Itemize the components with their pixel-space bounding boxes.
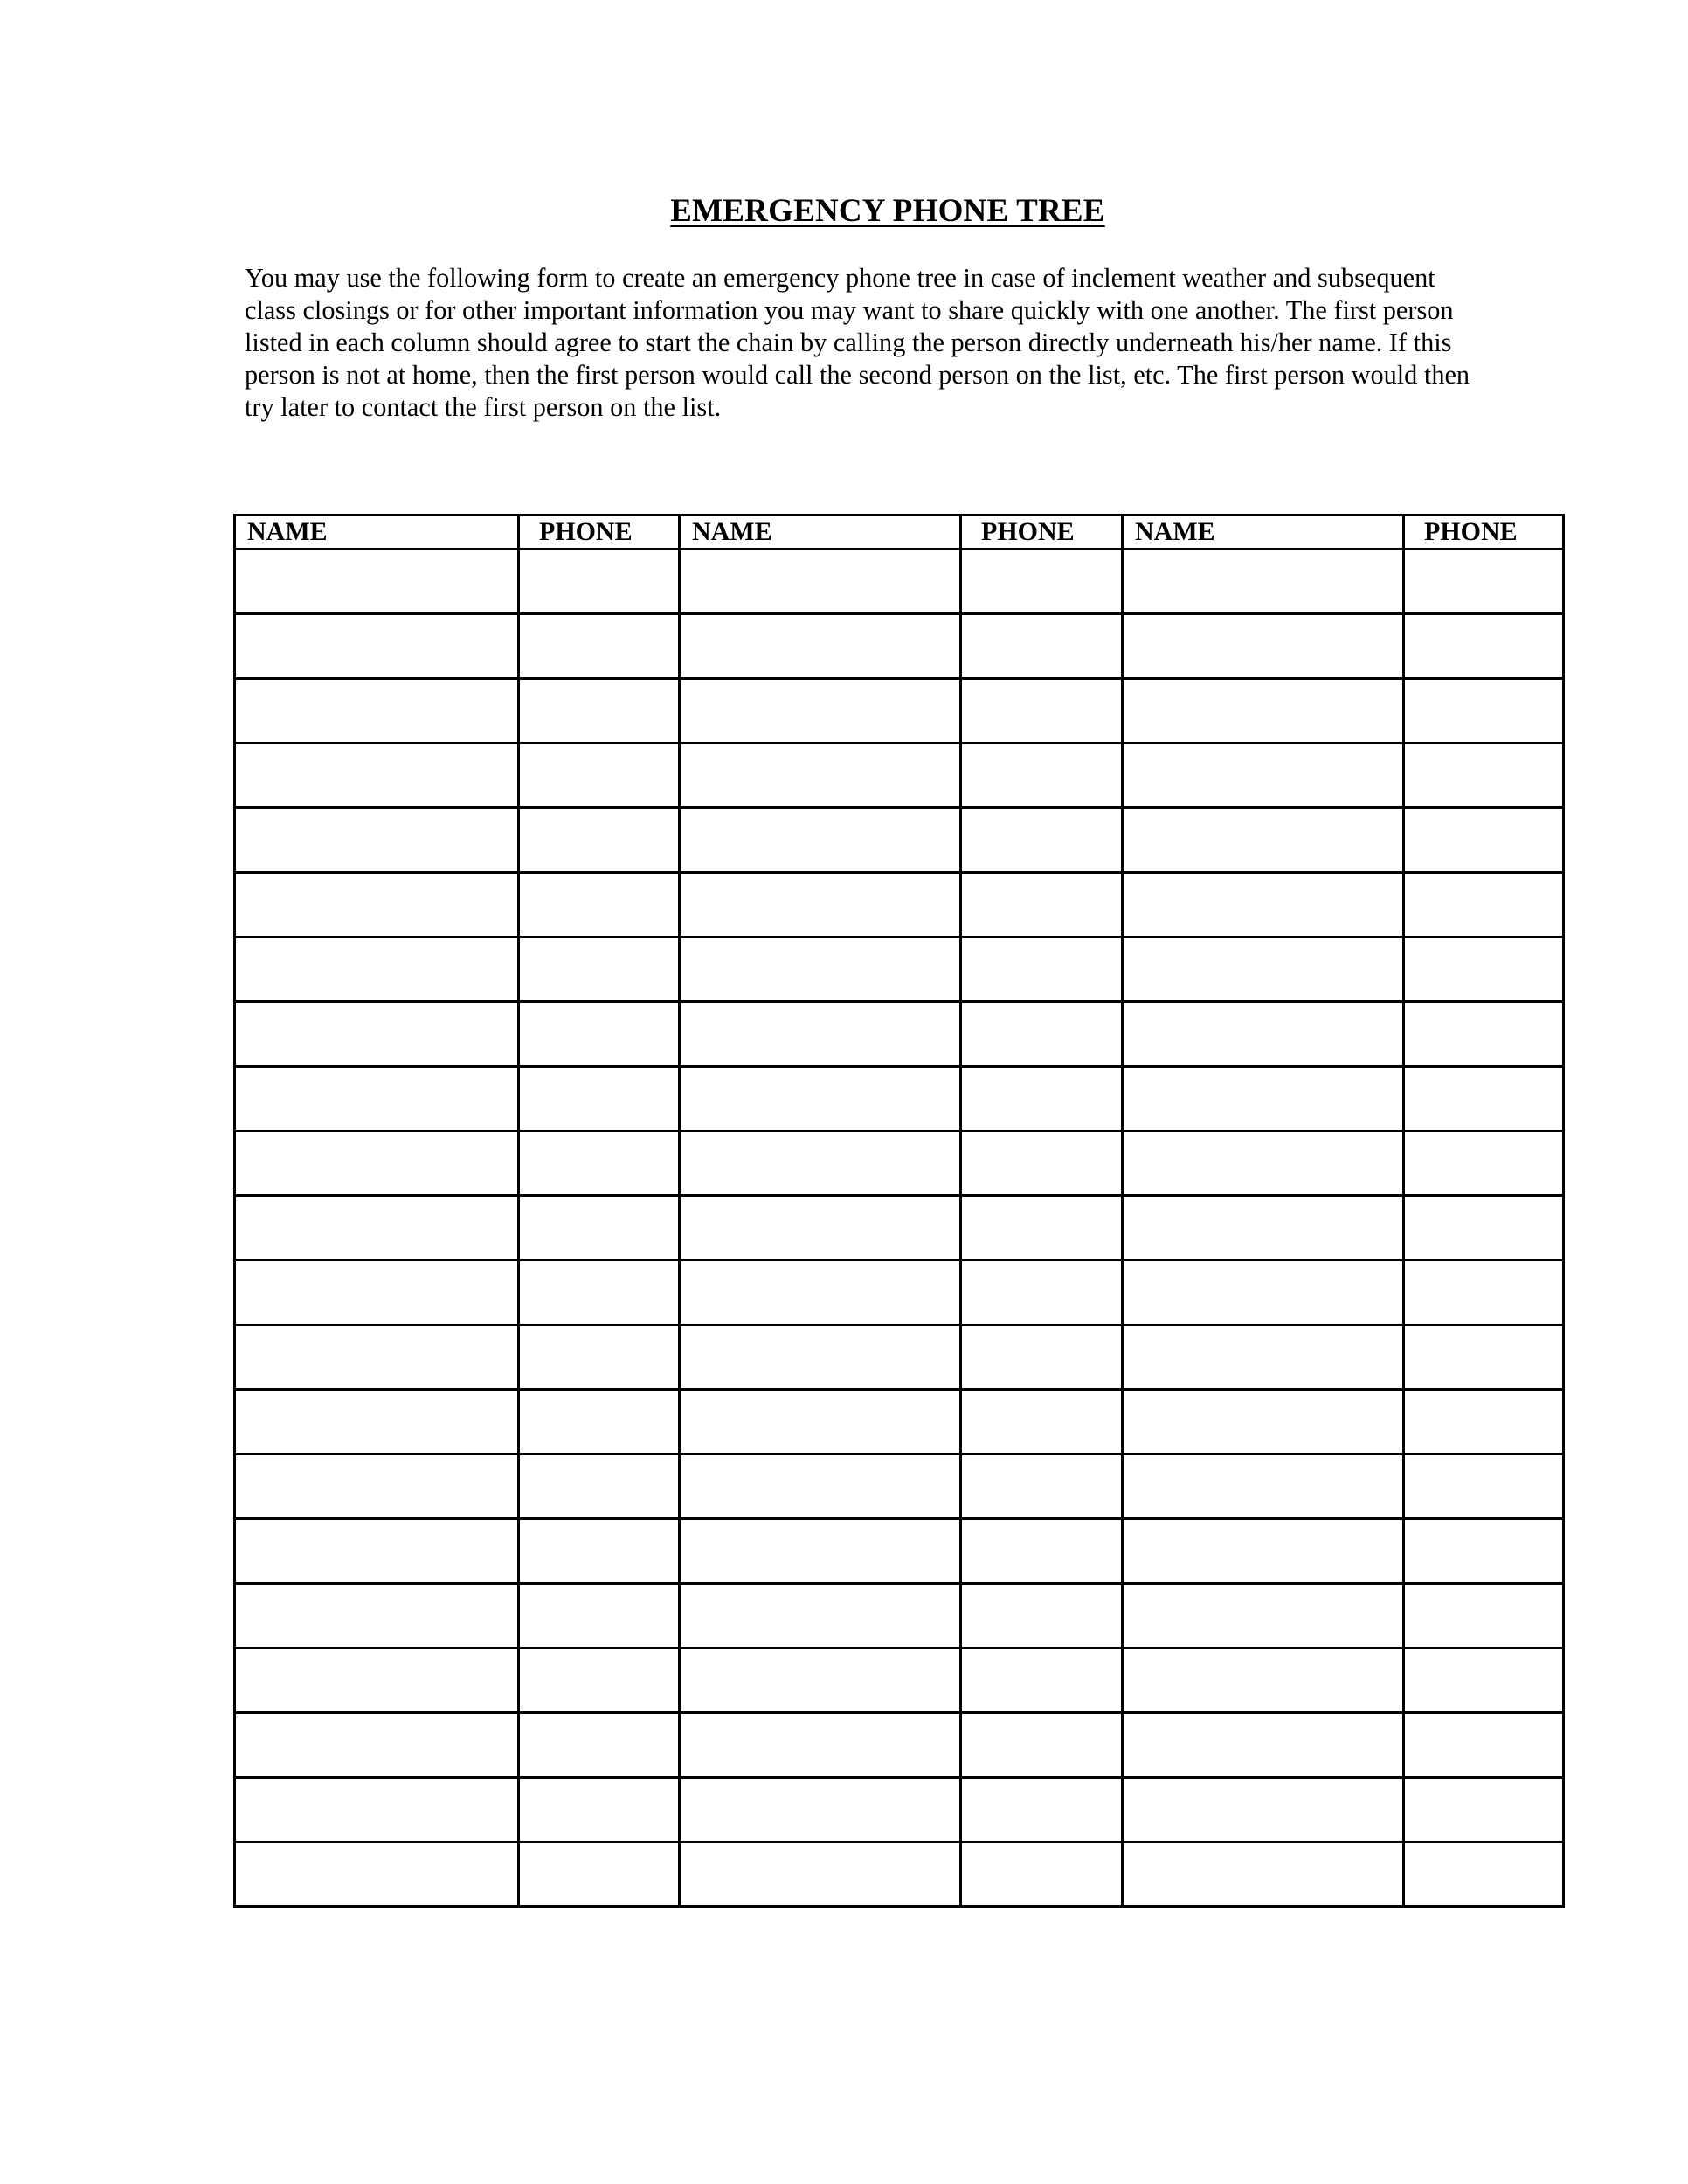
- name-cell[interactable]: [1123, 1584, 1404, 1648]
- name-cell[interactable]: [235, 1584, 519, 1648]
- phone-cell[interactable]: [519, 1519, 680, 1584]
- table-row: [235, 1002, 1564, 1067]
- phone-cell[interactable]: [519, 808, 680, 873]
- phone-cell[interactable]: [519, 1067, 680, 1131]
- name-cell[interactable]: [680, 1778, 961, 1842]
- table-row: [235, 937, 1564, 1002]
- phone-cell[interactable]: [1404, 614, 1564, 679]
- name-cell[interactable]: [1123, 743, 1404, 808]
- phone-cell[interactable]: [1404, 1584, 1564, 1648]
- name-cell[interactable]: [1123, 808, 1404, 873]
- name-cell[interactable]: [235, 1713, 519, 1778]
- phone-cell[interactable]: [1404, 873, 1564, 937]
- name-cell[interactable]: [235, 679, 519, 743]
- phone-tree-table: [233, 514, 1565, 1908]
- phone-cell[interactable]: [1404, 549, 1564, 614]
- name-cell[interactable]: [235, 1455, 519, 1519]
- name-cell[interactable]: [680, 679, 961, 743]
- phone-cell[interactable]: [961, 1261, 1123, 1325]
- name-cell[interactable]: [1123, 1131, 1404, 1196]
- page-title: EMERGENCY PHONE TREE: [670, 193, 1105, 229]
- name-cell[interactable]: [235, 1648, 519, 1713]
- phone-cell[interactable]: [1404, 1519, 1564, 1584]
- phone-cell[interactable]: [961, 1455, 1123, 1519]
- phone-cell[interactable]: [519, 1196, 680, 1261]
- name-cell[interactable]: [235, 1067, 519, 1131]
- phone-cell[interactable]: [519, 937, 680, 1002]
- name-cell[interactable]: [235, 1325, 519, 1390]
- column-header-phone: PHONE: [1404, 515, 1564, 549]
- phone-cell[interactable]: [519, 1778, 680, 1842]
- table-row: [235, 1519, 1564, 1584]
- name-cell[interactable]: [680, 1584, 961, 1648]
- phone-cell[interactable]: [1404, 808, 1564, 873]
- name-cell[interactable]: [235, 743, 519, 808]
- name-cell[interactable]: [680, 1261, 961, 1325]
- name-cell[interactable]: [1123, 679, 1404, 743]
- phone-cell[interactable]: [961, 1519, 1123, 1584]
- name-cell[interactable]: [235, 1261, 519, 1325]
- phone-cell[interactable]: [961, 937, 1123, 1002]
- column-header-phone: PHONE: [961, 515, 1123, 549]
- table-row: [235, 1648, 1564, 1713]
- phone-cell[interactable]: [961, 808, 1123, 873]
- name-cell[interactable]: [1123, 1067, 1404, 1131]
- header-row: [235, 515, 1564, 549]
- name-cell[interactable]: [1123, 549, 1404, 614]
- name-cell[interactable]: [680, 1067, 961, 1131]
- name-cell[interactable]: [1123, 1261, 1404, 1325]
- name-cell[interactable]: [680, 1196, 961, 1261]
- table-row: [235, 1390, 1564, 1455]
- column-header-name: NAME: [235, 515, 519, 549]
- phone-cell[interactable]: [519, 1325, 680, 1390]
- phone-cell[interactable]: [519, 549, 680, 614]
- intro-line: person is not at home, then the first person would call the second person on the list, etc. The first person would then: [245, 360, 1470, 390]
- phone-cell[interactable]: [519, 1131, 680, 1196]
- phone-cell[interactable]: [1404, 937, 1564, 1002]
- name-cell[interactable]: [1123, 1648, 1404, 1713]
- name-cell[interactable]: [1123, 1713, 1404, 1778]
- name-cell[interactable]: [680, 873, 961, 937]
- name-cell[interactable]: [235, 1002, 519, 1067]
- name-cell[interactable]: [235, 614, 519, 679]
- name-cell[interactable]: [680, 1390, 961, 1455]
- phone-cell[interactable]: [961, 1131, 1123, 1196]
- phone-cell[interactable]: [519, 1713, 680, 1778]
- name-cell[interactable]: [680, 743, 961, 808]
- table-row: [235, 679, 1564, 743]
- name-cell[interactable]: [235, 549, 519, 614]
- phone-cell[interactable]: [961, 614, 1123, 679]
- name-cell[interactable]: [680, 1648, 961, 1713]
- name-cell[interactable]: [235, 1519, 519, 1584]
- phone-cell[interactable]: [1404, 1455, 1564, 1519]
- phone-cell[interactable]: [961, 1778, 1123, 1842]
- phone-cell[interactable]: [961, 1067, 1123, 1131]
- name-cell[interactable]: [1123, 937, 1404, 1002]
- table-row: [235, 1131, 1564, 1196]
- phone-cell[interactable]: [961, 1390, 1123, 1455]
- intro-line: try later to contact the first person on the list.: [245, 392, 722, 422]
- table-row: [235, 1778, 1564, 1842]
- phone-cell[interactable]: [1404, 1390, 1564, 1455]
- phone-cell[interactable]: [961, 549, 1123, 614]
- phone-cell[interactable]: [961, 873, 1123, 937]
- phone-cell[interactable]: [519, 1455, 680, 1519]
- table-row: [235, 1067, 1564, 1131]
- name-cell[interactable]: [1123, 1390, 1404, 1455]
- phone-cell[interactable]: [519, 614, 680, 679]
- phone-cell[interactable]: [1404, 1648, 1564, 1713]
- table-row: [235, 1842, 1564, 1907]
- name-cell[interactable]: [680, 1713, 961, 1778]
- name-cell[interactable]: [1123, 1002, 1404, 1067]
- phone-cell[interactable]: [961, 1325, 1123, 1390]
- phone-cell[interactable]: [1404, 1261, 1564, 1325]
- table-row: [235, 1713, 1564, 1778]
- table-row: [235, 1196, 1564, 1261]
- table-row: [235, 873, 1564, 937]
- phone-cell[interactable]: [1404, 679, 1564, 743]
- name-cell[interactable]: [235, 1196, 519, 1261]
- name-cell[interactable]: [235, 1390, 519, 1455]
- phone-cell[interactable]: [519, 873, 680, 937]
- phone-cell[interactable]: [961, 1584, 1123, 1648]
- intro-line: listed in each column should agree to start the chain by calling the person directly underneath his/her name. If this: [245, 328, 1452, 357]
- table-row: [235, 614, 1564, 679]
- name-cell[interactable]: [680, 808, 961, 873]
- phone-cell[interactable]: [519, 743, 680, 808]
- phone-cell[interactable]: [1404, 1713, 1564, 1778]
- name-cell[interactable]: [680, 549, 961, 614]
- name-cell[interactable]: [235, 1131, 519, 1196]
- name-cell[interactable]: [1123, 1842, 1404, 1907]
- phone-cell[interactable]: [961, 743, 1123, 808]
- name-cell[interactable]: [680, 1002, 961, 1067]
- column-header-name: NAME: [1123, 515, 1404, 549]
- phone-cell[interactable]: [519, 1261, 680, 1325]
- name-cell[interactable]: [680, 614, 961, 679]
- name-cell[interactable]: [235, 873, 519, 937]
- name-cell[interactable]: [1123, 1325, 1404, 1390]
- phone-cell[interactable]: [961, 1648, 1123, 1713]
- phone-cell[interactable]: [519, 1842, 680, 1907]
- name-cell[interactable]: [680, 1455, 961, 1519]
- phone-cell[interactable]: [1404, 1842, 1564, 1907]
- name-cell[interactable]: [235, 1778, 519, 1842]
- phone-cell[interactable]: [961, 1002, 1123, 1067]
- name-cell[interactable]: [1123, 873, 1404, 937]
- name-cell[interactable]: [1123, 1519, 1404, 1584]
- table-row: [235, 1261, 1564, 1325]
- name-cell[interactable]: [1123, 614, 1404, 679]
- phone-cell[interactable]: [1404, 743, 1564, 808]
- table-row: [235, 1325, 1564, 1390]
- name-cell[interactable]: [235, 937, 519, 1002]
- phone-cell[interactable]: [519, 1390, 680, 1455]
- column-header-name: NAME: [680, 515, 961, 549]
- phone-cell[interactable]: [1404, 1325, 1564, 1390]
- table-row: [235, 1584, 1564, 1648]
- intro-paragraph: [245, 262, 1538, 424]
- name-cell[interactable]: [235, 808, 519, 873]
- phone-cell[interactable]: [1404, 1002, 1564, 1067]
- table-row: [235, 808, 1564, 873]
- name-cell[interactable]: [680, 1325, 961, 1390]
- name-cell[interactable]: [680, 1842, 961, 1907]
- name-cell[interactable]: [1123, 1455, 1404, 1519]
- table-row: [235, 549, 1564, 614]
- name-cell[interactable]: [680, 1519, 961, 1584]
- phone-cell[interactable]: [519, 1584, 680, 1648]
- name-cell[interactable]: [1123, 1778, 1404, 1842]
- phone-cell[interactable]: [1404, 1067, 1564, 1131]
- intro-line: You may use the following form to create an emergency phone tree in case of inclement weather and subsequent: [245, 263, 1435, 293]
- table-row: [235, 1455, 1564, 1519]
- intro-line: class closings or for other important information you may want to share quickly with one another. The first person: [245, 295, 1454, 325]
- column-header-phone: PHONE: [519, 515, 680, 549]
- table-row: [235, 743, 1564, 808]
- name-cell[interactable]: [680, 1131, 961, 1196]
- phone-cell[interactable]: [961, 1842, 1123, 1907]
- name-cell[interactable]: [235, 1842, 519, 1907]
- phone-cell[interactable]: [519, 679, 680, 743]
- phone-cell[interactable]: [961, 1196, 1123, 1261]
- phone-cell[interactable]: [1404, 1778, 1564, 1842]
- phone-cell[interactable]: [961, 1713, 1123, 1778]
- name-cell[interactable]: [1123, 1196, 1404, 1261]
- phone-cell[interactable]: [1404, 1131, 1564, 1196]
- table-body: [235, 549, 1564, 1907]
- phone-cell[interactable]: [519, 1648, 680, 1713]
- phone-cell[interactable]: [961, 679, 1123, 743]
- phone-cell[interactable]: [1404, 1196, 1564, 1261]
- name-cell[interactable]: [680, 937, 961, 1002]
- phone-cell[interactable]: [519, 1002, 680, 1067]
